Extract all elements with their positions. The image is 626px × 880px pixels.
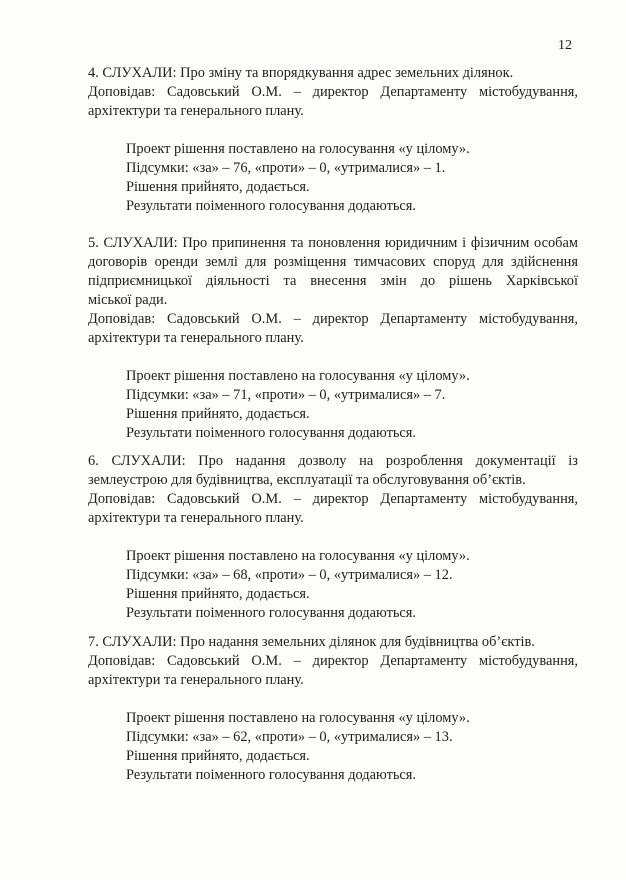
vote-results: Підсумки: «за» – 71, «проти» – 0, «утрималися» – 7. [126,387,446,403]
decision: Рішення прийнято, додається. [126,748,310,764]
heard-line-cont: договорів оренди землі для розміщення тимчасових споруд для здійснення [88,254,578,270]
decision: Рішення прийнято, додається. [126,179,310,195]
heard-line: 6. СЛУХАЛИ: Про надання дозволу на розроблення документації із [88,453,578,469]
speaker-line: Доповідав: Садовський О.М. – директор Департаменту містобудування, [88,311,578,327]
page-number: 12 [558,38,572,53]
agenda-item-7 [88,633,578,785]
speaker-line: Доповідав: Садовський О.М. – директор Департаменту містобудування, [88,84,578,100]
speaker-line-cont: архітектури та генерального плану. [88,510,304,526]
decision: Рішення прийнято, додається. [126,406,310,422]
vote-proposal: Проект рішення поставлено на голосування «у цілому». [126,710,470,726]
roll-call-note: Результати поіменного голосування додаються. [126,767,417,783]
vote-results: Підсумки: «за» – 62, «проти» – 0, «утрималися» – 13. [126,729,453,745]
heard-line: 7. СЛУХАЛИ: Про надання земельних ділянок для будівництва об’єктів. [88,634,535,650]
agenda-item-5 [88,234,578,443]
vote-proposal: Проект рішення поставлено на голосування «у цілому». [126,141,470,157]
heard-line-cont: міської ради. [88,292,168,308]
roll-call-note: Результати поіменного голосування додаються. [126,425,417,441]
speaker-line: Доповідав: Садовський О.М. – директор Департаменту містобудування, [88,491,578,507]
heard-line-cont: підприємницької діяльності та внесення змін до рішень Харківської [88,273,578,289]
vote-proposal: Проект рішення поставлено на голосування «у цілому». [126,368,470,384]
speaker-line-cont: архітектури та генерального плану. [88,330,304,346]
speaker-line: Доповідав: Садовський О.М. – директор Департаменту містобудування, [88,653,578,669]
speaker-line-cont: архітектури та генерального плану. [88,103,304,119]
heard-line: 4. СЛУХАЛИ: Про зміну та впорядкування адрес земельних ділянок. [88,65,514,81]
roll-call-note: Результати поіменного голосування додаються. [126,605,417,621]
agenda-item-4 [88,64,578,216]
roll-call-note: Результати поіменного голосування додаються. [126,198,417,214]
agenda-item-6 [88,452,578,623]
vote-results: Підсумки: «за» – 68, «проти» – 0, «утрималися» – 12. [126,567,453,583]
heard-line-cont: землеустрою для будівництва, експлуатації та обслуговування об’єктів. [88,472,526,488]
vote-results: Підсумки: «за» – 76, «проти» – 0, «утрималися» – 1. [126,160,446,176]
vote-proposal: Проект рішення поставлено на голосування «у цілому». [126,548,470,564]
speaker-line-cont: архітектури та генерального плану. [88,672,304,688]
heard-line: 5. СЛУХАЛИ: Про припинення та поновлення юридичним і фізичним особам [88,235,578,251]
decision: Рішення прийнято, додається. [126,586,310,602]
